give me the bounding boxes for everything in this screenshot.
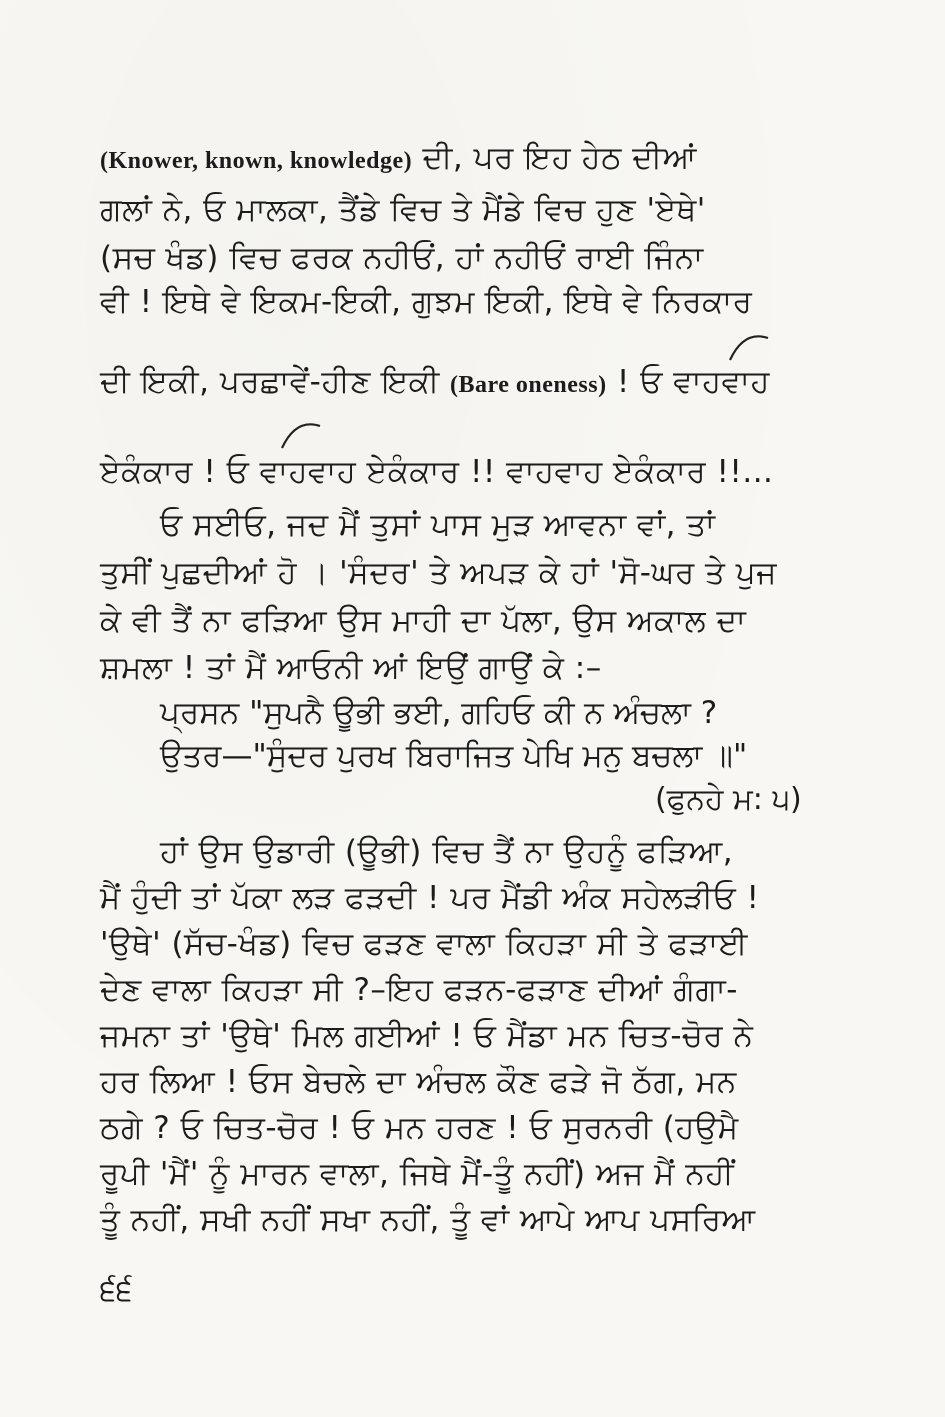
verse-line2: ਉਤਰ—"ਸੁੰਦਰ ਪੁਰਖ ਬਿਰਾਜਿਤ ਪੇਖਿ ਮਨੁ ਬਚਲਾ ॥"	[160, 738, 748, 774]
paragraph1-line3: (ਸਚ ਖੰਡ) ਵਿਚ ਫਰਕ ਨਹੀਓਂ, ਹਾਂ ਨਹੀਓਂ ਰਾਈ ਜਿੰਨਾ	[100, 240, 704, 276]
paragraph1-line1	[100, 138, 860, 181]
handwritten-arc-mark	[726, 330, 772, 362]
verse-reference: (ਫੁਨਹੇ ਮ: ੫)	[655, 782, 802, 817]
paragraph2-line4: ਸ਼ਮਲਾ ! ਤਾਂ ਮੈਂ ਆਓਨੀ ਆਂ ਇਉਂ ਗਾਉਂ ਕੇ :–	[100, 650, 602, 686]
page-number: ੬੬	[100, 1270, 133, 1308]
paragraph3-line1: ਹਾਂ ਉਸ ਉਡਾਰੀ (ਊਭੀ) ਵਿਚ ਤੈਂ ਨਾ ਉਹਨੂੰ ਫੜਿਆ,	[160, 834, 734, 870]
handwritten-arc-mark	[278, 418, 324, 450]
paragraph2-line2: ਤੁਸੀਂ ਪੁਛਦੀਆਂ ਹੋ । 'ਸੰਦਰ' ਤੇ ਅਪੜ ਕੇ ਹਾਂ 'ਸੋ-ਘਰ ਤੇ ਪੁਜ	[100, 555, 777, 591]
paragraph3-line7: ਠਗੇ ? ਓ ਚਿਤ-ਚੋਰ ! ਓ ਮਨ ਹਰਣ ! ਓ ਸੁਰਨਰੀ (ਹਉਮੈ	[100, 1110, 739, 1146]
gurmukhi-text: ! ਓ ਵਾਹਵਾਹ	[616, 364, 770, 400]
paragraph3-line8: ਰੂਪੀ 'ਮੈਂ' ਨੂੰ ਮਾਰਨ ਵਾਲਾ, ਜਿਥੇ ਮੈਂ-ਤੂੰ ਨਹੀਂ) ਅਜ ਮੈਂ ਨਹੀਂ	[100, 1156, 735, 1192]
latin-gloss: (Knower, known, knowledge)	[100, 148, 413, 174]
paragraph3-line4: ਦੇਣ ਵਾਲਾ ਕਿਹੜਾ ਸੀ ?–ਇਹ ਫੜਨ-ਫੜਾਣ ਦੀਆਂ ਗੰਗਾ-	[100, 972, 738, 1008]
paragraph3-line5: ਜਮਨਾ ਤਾਂ 'ਉਥੇ' ਮਿਲ ਗਈਆਂ ! ਓ ਮੈਂਡਾ ਮਨ ਚਿਤ-ਚੋਰ ਨੇ	[100, 1018, 754, 1054]
paragraph2-line1: ਓ ਸਈਓ, ਜਦ ਮੈਂ ਤੁਸਾਂ ਪਾਸ ਮੁੜ ਆਵਨਾ ਵਾਂ, ਤਾਂ	[160, 507, 716, 543]
verse-line1: ਪ੍ਰਸਨ "ਸੁਪਨੈ ਊਭੀ ਭਈ, ਗਹਿਓ ਕੀ ਨ ਅੰਚਲਾ ?	[160, 695, 718, 731]
paragraph3-line6: ਹਰ ਲਿਆ ! ਓਸ ਬੇਚਲੇ ਦਾ ਅੰਚਲ ਕੌਣ ਫੜੇ ਜੋ ਠੱਗ, ਮਨ	[100, 1064, 737, 1100]
paragraph1-line4: ਵੀ ! ਇਥੇ ਵੇ ਇਕਮ-ਇਕੀ, ਗੁਝਮ ਇਕੀ, ਇਥੇ ਵੇ ਨਿਰਕਾਰ	[100, 284, 753, 320]
paragraph3-line2: ਮੈਂ ਹੁੰਦੀ ਤਾਂ ਪੱਕਾ ਲੜ ਫੜਦੀ ! ਪਰ ਮੈਂਡੀ ਅੰਕ ਸਹੇਲੜੀਓ !	[100, 880, 760, 916]
gurmukhi-text: ਦੀ ਇਕੀ, ਪਰਛਾਵੇਂ-ਹੀਣ ਇਕੀ	[100, 364, 440, 400]
paragraph1-line5	[100, 362, 860, 405]
gurmukhi-text: ਦੀ, ਪਰ ਇਹ ਹੇਠ ਦੀਆਂ	[422, 140, 697, 176]
paragraph2-line3: ਕੇ ਵੀ ਤੈਂ ਨਾ ਫੜਿਆ ਉਸ ਮਾਹੀ ਦਾ ਪੱਲਾ, ਉਸ ਅਕਾਲ ਦਾ	[100, 603, 747, 639]
paragraph1-line6: ਏਕੰਕਾਰ ! ਓ ਵਾਹਵਾਹ ਏਕੰਕਾਰ !! ਵਾਹਵਾਹ ਏਕੰਕਾਰ !!...	[100, 454, 774, 490]
paragraph1-line2: ਗਲਾਂ ਨੇ, ਓ ਮਾਲਕਾ, ਤੈਂਡੇ ਵਿਚ ਤੇ ਮੈਂਡੇ ਵਿਚ ਹੁਣ 'ਏਥੇ'	[100, 192, 706, 228]
paragraph3-line9: ਤੂੰ ਨਹੀਂ, ਸਖੀ ਨਹੀਂ ਸਖਾ ਨਹੀਂ, ਤੂੰ ਵਾਂ ਆਪੇ ਆਪ ਪਸਰਿਆ	[100, 1202, 756, 1238]
latin-gloss: (Bare oneness)	[450, 372, 607, 398]
paragraph3-line3: 'ਉਥੇ' (ਸੱਚ-ਖੰਡ) ਵਿਚ ਫੜਣ ਵਾਲਾ ਕਿਹੜਾ ਸੀ ਤੇ ਫੜਾਈ	[100, 926, 748, 962]
